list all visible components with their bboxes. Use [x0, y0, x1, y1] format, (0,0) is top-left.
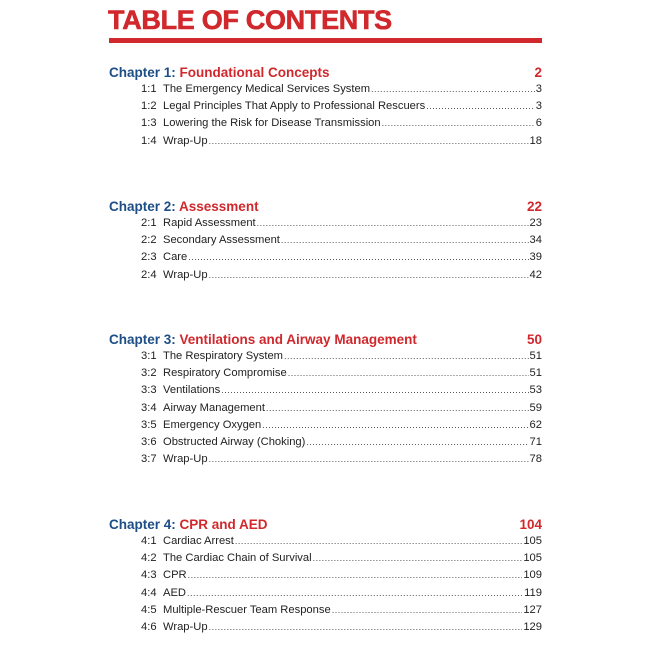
section-number: 2:1: [141, 217, 157, 229]
chapter-label: Chapter 3:: [109, 332, 176, 347]
dot-leader: [257, 215, 529, 232]
section-title: Lowering the Risk for Disease Transmission: [163, 117, 381, 130]
section-page: 62: [529, 418, 542, 431]
dot-leader: [209, 133, 529, 150]
toc-entry[interactable]: [141, 451, 542, 468]
chapter-2: [109, 198, 542, 284]
section-page: 71: [529, 435, 542, 448]
chapter-heading[interactable]: [109, 198, 542, 215]
toc-entry[interactable]: [141, 267, 542, 284]
section-page: 51: [529, 367, 542, 380]
section-title: Wrap-Up: [163, 134, 208, 147]
section-page: 3: [535, 100, 542, 113]
toc-entry[interactable]: [141, 567, 542, 584]
section-title: Cardiac Arrest: [163, 535, 234, 547]
section-title: The Respiratory System: [163, 350, 283, 362]
toc-entry[interactable]: [141, 115, 542, 132]
toc-entry[interactable]: [141, 133, 542, 150]
dot-leader: [187, 585, 523, 602]
section-number: 3:6: [141, 435, 157, 448]
section-number: 1:4: [141, 134, 157, 147]
dot-leader: [284, 348, 529, 365]
toc-entry[interactable]: [141, 533, 542, 550]
dot-leader: [209, 267, 529, 284]
section-title: Respiratory Compromise: [163, 367, 287, 380]
section-number: 3:7: [141, 453, 157, 466]
dot-leader: [426, 98, 535, 115]
section-title: Ventilations: [163, 384, 221, 397]
chapter-heading[interactable]: [109, 331, 542, 348]
section-page: 42: [529, 268, 542, 281]
toc-entry[interactable]: [141, 602, 542, 619]
section-title: Care: [163, 251, 188, 264]
page-title: TABLE OF CONTENTS: [108, 5, 392, 35]
title-underline: [109, 38, 542, 43]
dot-leader: [382, 115, 535, 132]
chapter-title: Assessment: [179, 199, 259, 214]
chapter-1: [109, 64, 542, 150]
section-title: Wrap-Up: [163, 268, 208, 281]
chapter-heading[interactable]: [109, 516, 542, 533]
section-number: 3:5: [141, 418, 157, 431]
section-number: 3:3: [141, 384, 157, 397]
toc-entry[interactable]: [141, 348, 542, 365]
section-page: 3: [535, 83, 542, 95]
section-number: 3:4: [141, 401, 157, 414]
section-title: CPR: [163, 569, 187, 582]
toc-entry[interactable]: [141, 550, 542, 567]
section-page: 59: [529, 401, 542, 414]
section-title: The Emergency Medical Services System: [163, 83, 371, 95]
chapter-4: [109, 516, 542, 636]
chapter-3: [109, 331, 542, 468]
dot-leader: [262, 417, 528, 434]
section-number: 3:1: [141, 350, 157, 362]
dot-leader: [188, 567, 523, 584]
chapter-page: 22: [526, 199, 542, 214]
section-page: 105: [523, 552, 542, 565]
chapter-heading[interactable]: [109, 64, 542, 81]
section-page: 119: [524, 586, 542, 599]
section-page: 18: [529, 134, 542, 147]
section-page: 34: [529, 234, 542, 247]
section-page: 39: [529, 251, 542, 264]
toc-entry[interactable]: [141, 98, 542, 115]
section-number: 4:6: [141, 620, 157, 633]
section-title: Wrap-Up: [163, 620, 208, 633]
section-page: 78: [529, 453, 542, 466]
dot-leader: [371, 81, 535, 98]
toc-entry[interactable]: [141, 249, 542, 266]
section-number: 3:2: [141, 367, 157, 380]
dot-leader: [288, 365, 529, 382]
dot-leader: [188, 249, 528, 266]
section-page: 105: [523, 535, 542, 547]
dot-leader: [235, 533, 522, 550]
dot-leader: [266, 400, 529, 417]
section-page: 53: [529, 384, 542, 397]
toc-entry[interactable]: [141, 232, 542, 249]
toc-entry[interactable]: [141, 382, 542, 399]
chapter-title: CPR and AED: [179, 517, 268, 532]
dot-leader: [306, 434, 528, 451]
section-title: Emergency Oxygen: [163, 418, 262, 431]
section-title: Rapid Assessment: [163, 217, 256, 229]
chapter-title: Ventilations and Airway Management: [179, 332, 417, 347]
section-title: Secondary Assessment: [163, 234, 280, 247]
section-number: 1:1: [141, 83, 157, 95]
toc-entry[interactable]: [141, 585, 542, 602]
chapter-page: 2: [534, 65, 542, 80]
chapter-page: 104: [519, 517, 542, 532]
section-number: 2:2: [141, 234, 157, 247]
section-title: Wrap-Up: [163, 453, 208, 466]
section-number: 4:2: [141, 552, 157, 565]
section-page: 23: [529, 217, 542, 229]
chapter-title: Foundational Concepts: [179, 65, 330, 80]
chapter-page: 50: [526, 332, 542, 347]
section-title: The Cardiac Chain of Survival: [163, 552, 312, 565]
dot-leader: [221, 382, 528, 399]
toc-entry[interactable]: [141, 365, 542, 382]
toc-entry[interactable]: [141, 215, 542, 232]
chapter-label: Chapter 2:: [109, 199, 176, 214]
section-title: Legal Principles That Apply to Professional Rescuers: [163, 100, 426, 113]
section-number: 4:5: [141, 603, 157, 616]
section-number: 4:1: [141, 535, 157, 547]
toc-entry[interactable]: [141, 434, 542, 451]
section-number: 4:3: [141, 569, 157, 582]
toc-entry[interactable]: [141, 400, 542, 417]
section-page: 129: [523, 620, 542, 633]
section-number: 2:3: [141, 251, 157, 264]
section-page: 51: [529, 350, 542, 362]
chapter-label: Chapter 4:: [109, 517, 176, 532]
section-title: Multiple-Rescuer Team Response: [163, 603, 331, 616]
section-title: Obstructed Airway (Choking): [163, 435, 306, 448]
section-number: 1:3: [141, 117, 157, 130]
section-title: AED: [163, 586, 187, 599]
chapter-label: Chapter 1:: [109, 65, 176, 80]
dot-leader: [332, 602, 523, 619]
dot-leader: [313, 550, 523, 567]
section-page: 127: [523, 603, 542, 616]
section-number: 4:4: [141, 586, 157, 599]
section-title: Airway Management: [163, 401, 265, 414]
toc-entry[interactable]: [141, 619, 542, 636]
toc-entry[interactable]: [141, 81, 542, 98]
section-number: 1:2: [141, 100, 157, 113]
toc-entry[interactable]: [141, 417, 542, 434]
dot-leader: [209, 451, 529, 468]
section-page: 109: [523, 569, 542, 582]
section-page: 6: [535, 117, 542, 130]
dot-leader: [209, 619, 523, 636]
dot-leader: [281, 232, 529, 249]
section-number: 2:4: [141, 268, 157, 281]
